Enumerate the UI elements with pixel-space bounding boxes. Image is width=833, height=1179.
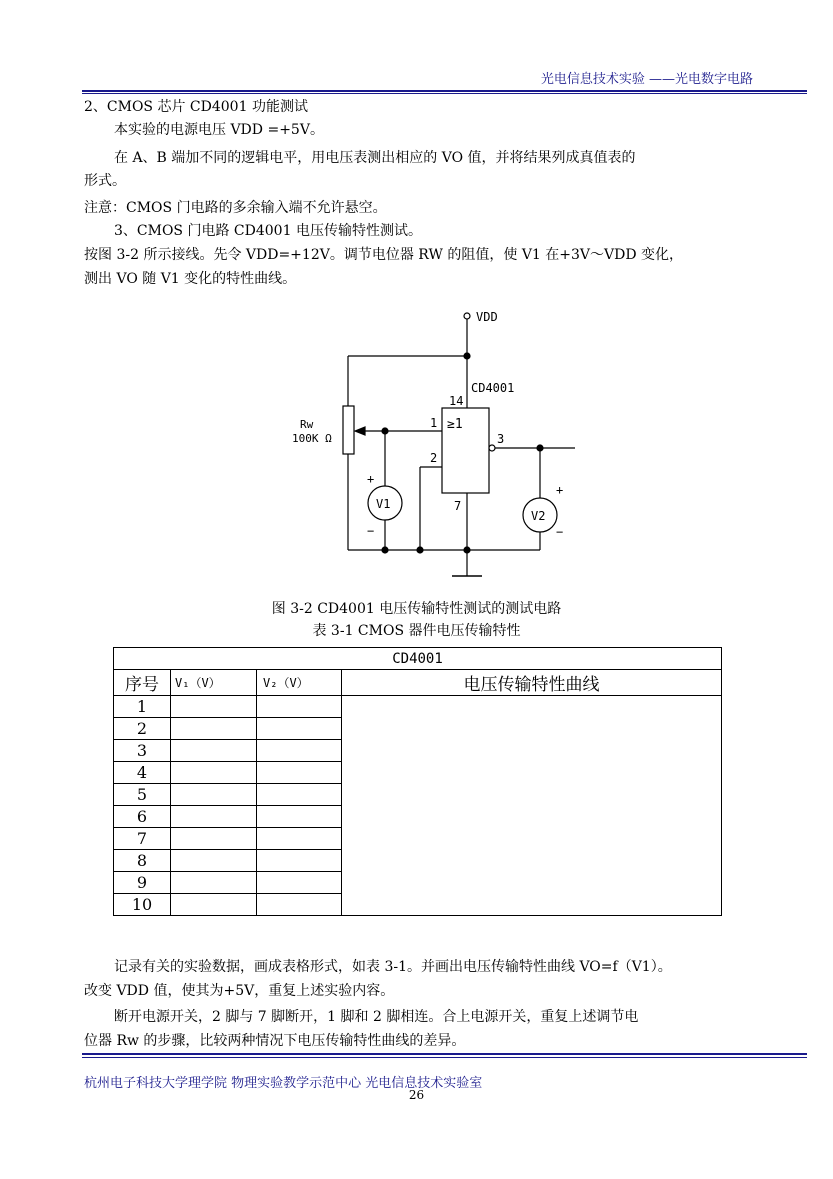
after-table-line1: 记录有关的实验数据，画成表格形式，如表 3-1。并画出电压传输特性曲线 VO=f（V1）。	[114, 959, 672, 975]
table-title: CD4001	[114, 648, 722, 670]
paragraph-1: 本实验的电源电压 VDD =+5V。	[114, 122, 324, 138]
after-table-line4: 位器 Rw 的步骤，比较两种情况下电压传输特性曲线的差异。	[84, 1033, 466, 1049]
table-caption: 表 3-1 CMOS 器件电压传输特性	[312, 623, 521, 639]
v2-label: V2	[531, 509, 546, 523]
row-index: 10	[114, 894, 171, 916]
header-rule-thin	[82, 93, 807, 94]
chip-label: CD4001	[471, 381, 515, 395]
gate-symbol: ≥1	[447, 417, 463, 432]
footer-institution: 杭州电子科技大学理学院 物理实验教学示范中心 光电信息技术实验室	[84, 1076, 483, 1091]
row-index: 4	[114, 762, 171, 784]
vdd-terminal	[464, 313, 470, 319]
col-header-curve: 电压传输特性曲线	[342, 670, 722, 696]
cell-v2	[257, 850, 342, 872]
cell-v2	[257, 696, 342, 718]
v1-plus: +	[367, 472, 375, 486]
row-index: 1	[114, 696, 171, 718]
pin2-label: 2	[430, 451, 438, 465]
v2-plus: +	[556, 483, 564, 497]
page-number: 26	[408, 1088, 425, 1102]
cell-v2	[257, 784, 342, 806]
section3-title: 3、CMOS 门电路 CD4001 电压传输特性测试。	[114, 223, 422, 239]
cell-v2	[257, 828, 342, 850]
v1-label: V1	[376, 497, 391, 511]
row-index: 5	[114, 784, 171, 806]
col-header-v1: V₁（V）	[171, 670, 257, 696]
footer-rule	[82, 1053, 807, 1055]
footer-rule-thin	[82, 1057, 807, 1058]
cell-v1	[171, 784, 257, 806]
row-index: 6	[114, 806, 171, 828]
paragraph-3-line1: 按图 3-2 所示接线。先令 VDD=+12V。调节电位器 RW 的阻值，使 V1 在+3V～VDD 变化，	[84, 247, 684, 263]
cell-v1	[171, 696, 257, 718]
cell-v1	[171, 806, 257, 828]
cell-v2	[257, 872, 342, 894]
row-index: 2	[114, 718, 171, 740]
row-index: 8	[114, 850, 171, 872]
row-index: 9	[114, 872, 171, 894]
cell-v2	[257, 762, 342, 784]
cell-v1	[171, 894, 257, 916]
running-header: 光电信息技术实验 ——光电数字电路	[540, 72, 753, 87]
header-rule	[82, 90, 807, 92]
cell-v2	[257, 718, 342, 740]
after-table-line3: 断开电源开关，2 脚与 7 脚断开，1 脚和 2 脚相连。合上电源开关，重复上述调节电	[114, 1009, 639, 1025]
cell-v1	[171, 850, 257, 872]
cell-v1	[171, 762, 257, 784]
figure-caption: 图 3-2 CD4001 电压传输特性测试的测试电路	[271, 601, 562, 617]
potentiometer-rw	[343, 406, 354, 454]
rw-value: 100K Ω	[292, 432, 332, 445]
pin14-label: 14	[449, 394, 464, 408]
v1-minus: −	[367, 524, 375, 538]
voltage-transfer-table	[113, 647, 722, 916]
pin3-label: 3	[497, 432, 505, 446]
cell-v2	[257, 740, 342, 762]
pin1-label: 1	[430, 416, 438, 430]
v2-minus: −	[556, 525, 564, 539]
paragraph-2-line2: 形式。	[84, 173, 126, 189]
note-text: 注意：CMOS 门电路的多余输入端不允许悬空。	[84, 200, 387, 216]
cell-v1	[171, 828, 257, 850]
col-header-v2: V₂（V）	[257, 670, 342, 696]
curve-area	[342, 696, 722, 916]
vdd-label: VDD	[476, 310, 498, 324]
after-table-line2: 改变 VDD 值，使其为+5V，重复上述实验内容。	[84, 983, 395, 999]
rw-label: Rw	[300, 418, 314, 431]
cell-v2	[257, 894, 342, 916]
row-index: 7	[114, 828, 171, 850]
paragraph-3-line2: 测出 VO 随 V1 变化的特性曲线。	[84, 271, 297, 287]
pin7-label: 7	[454, 499, 462, 513]
col-header-index: 序号	[114, 670, 171, 696]
cell-v1	[171, 740, 257, 762]
cell-v1	[171, 872, 257, 894]
cell-v1	[171, 718, 257, 740]
row-index: 3	[114, 740, 171, 762]
circuit-diagram	[0, 300, 833, 600]
section2-title: 2、CMOS 芯片 CD4001 功能测试	[84, 99, 308, 115]
cell-v2	[257, 806, 342, 828]
paragraph-2-line1: 在 A、B 端加不同的逻辑电平，用电压表测出相应的 VO 值，并将结果列成真值表的	[114, 150, 636, 166]
